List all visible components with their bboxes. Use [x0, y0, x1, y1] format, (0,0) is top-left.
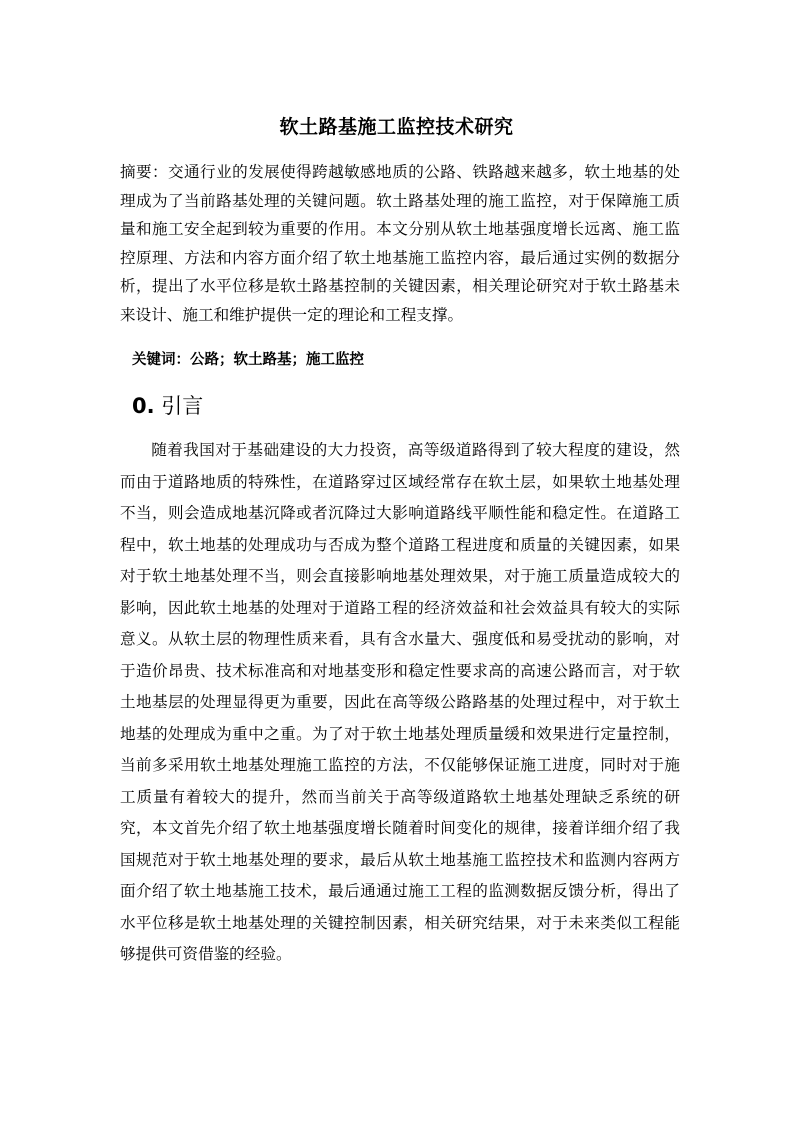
document-title: 软土路基施工监控技术研究: [279, 116, 514, 138]
section-number: 0.: [132, 394, 155, 418]
section-heading-introduction: [132, 391, 203, 421]
abstract-paragraph: 摘要：交通行业的发展使得跨越敏感地质的公路、铁路越来越多，软土地基的处理成为了当前路基处理的关键问题。软土路基处理的施工监控，对于保障施工质量和施工安全起到较为重要的作用。本文分别从软土地基强度增长远离、施工监控原理、方法和内容方面介绍了软土地基施工监控内容，最后通过实例的数据分析，提出了水平位移是软土路基控制的关键因素，相关理论研究对于软土路基未来设计、施工和维护提供一定的理论和工程支撑。: [120, 163, 680, 324]
section-title: 引言: [161, 394, 204, 418]
introduction-paragraph: 随着我国对于基础建设的大力投资，高等级道路得到了较大程度的建设，然而由于道路地质的特殊性，在道路穿过区域经常存在软土层，如果软土地基处理不当，则会造成地基沉降或者沉降过大影响道路线平顺性能和稳定性。在道路工程中，软土地基的处理成功与否成为整个道路工程进度和质量的关键因素，如果对于软土地基处理不当，则会直接影响地基处理效果，对于施工质量造成较大的影响，因此软土地基的处理对于道路工程的经济效益和社会效益具有较大的实际意义。从软土层的物理性质来看，具有含水量大、强度低和易受扰动的影响，对于造价昂贵、技术标准高和对地基变形和稳定性要求高的高速公路而言，对于软土地基层的处理显得更为重要，因此在高等级公路路基的处理过程中，对于软土地基的处理成为重中之重。为了对于软土地基处理质量缓和效果进行定量控制，当前多采用软土地基处理施工监控的方法，不仅能够保证施工进度，同时对于施工质量有着较大的提升，然而当前关于高等级道路软土地基处理缺乏系统的研究，本文首先介绍了软土地基强度增长随着时间变化的规律，接着详细介绍了我国规范对于软土地基处理的要求，最后从软土地基施工监控技术和监测内容两方面介绍了软土地基施工技术，最后通通过施工工程的监测数据反馈分析，得出了水平位移是软土地基处理的关键控制因素，相关研究结果，对于未来类似工程能够提供可资借鉴的经验。: [120, 441, 680, 963]
keywords-line: 关键词：公路；软土路基；施工监控: [132, 352, 364, 368]
